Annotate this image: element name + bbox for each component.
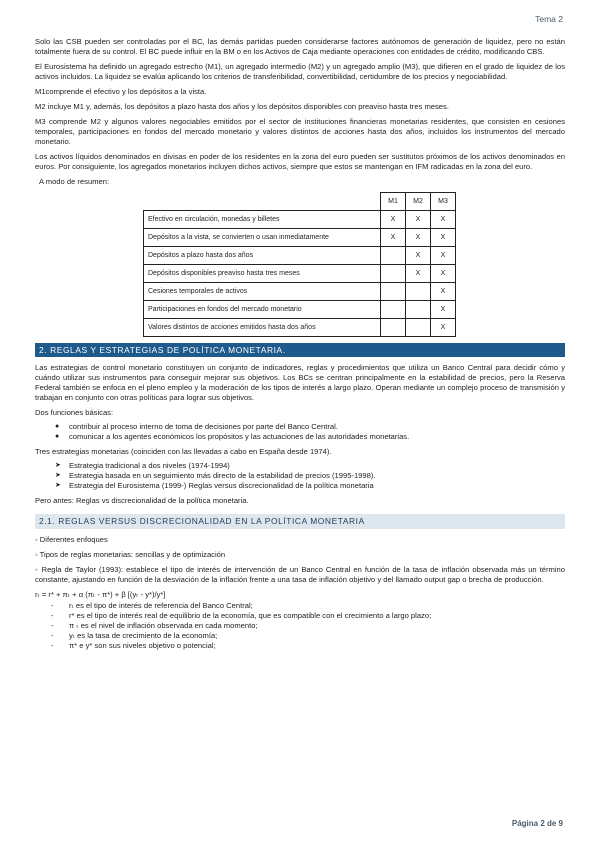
- m3-mark: X: [431, 211, 456, 229]
- row-label: Efectivo en circulación, monedas y billetes: [144, 211, 381, 229]
- table-row: [144, 211, 456, 229]
- m3-mark: X: [431, 319, 456, 337]
- paragraph: M1comprende el efectivo y los depósitos a la vista.: [35, 87, 207, 96]
- list-item: - r* es el tipo de interés real de equilibrio de la economía, que es compatible con el crecimiento a largo plazo;: [51, 611, 432, 620]
- table-corner-cell: [144, 193, 381, 211]
- list-item: ➤ Estrategia del Eurosistema (1999-) Reglas versus discrecionalidad de la política monetaria: [55, 481, 374, 490]
- paragraph: Las estrategias de control monetario constituyen un conjunto de indicadores, reglas y procedimientos que utiliza un Banco Central para decidir cómo y cuándo utilizar sus instrumentos para conseguir mejorar sus objetivos. Los BCs se centran principalmente en la estabilidad de precios, pero la Reserva Federal también se enfoca en el pleno empleo y la moderación de los tipos de interés a largo plazo. Operan mediante un complejo proceso de transmisión y trabajan en conjunto con otras políticas para lograr sus objetivos.: [35, 363, 565, 402]
- m2-mark: [406, 283, 431, 301]
- m2-mark: [406, 301, 431, 319]
- paragraph: M3 comprende M2 y algunos valores negociables emitidos por el sector de instituciones financieras monetarias residentes, que consisten en cesiones temporales, participaciones en fondos del mercado monetario y valores distintos de acciones hasta dos años, incluidos los instrumentos del mercado monetario.: [35, 117, 565, 146]
- list-item: ● contribuir al proceso interno de toma de decisiones por parte del Banco Central.: [55, 422, 338, 431]
- m3-mark: X: [431, 301, 456, 319]
- page-content: [35, 37, 565, 651]
- monetary-aggregates-table: [143, 192, 456, 337]
- table-row: [144, 319, 456, 337]
- column-header-m3: M3: [431, 193, 456, 211]
- paragraph: ◦ Regla de Taylor (1993): establece el tipo de interés de intervención de un Banco Central en función de la tasa de inflación observada más un término constante, ajustando en función de la desviación de la inflación frente a una tasa de inflación objetivo y del llamado output gap o brecha de producción.: [35, 565, 565, 584]
- paragraph: Pero antes: Reglas vs discrecionalidad de la política monetaria.: [35, 496, 249, 505]
- table-row: [144, 301, 456, 319]
- estrategias-title: Tres estrategias monetarias (coinciden con las llevadas a cabo en España desde 1974).: [35, 447, 332, 456]
- table-row: [144, 247, 456, 265]
- table-row: [144, 265, 456, 283]
- arrow-icon: ➤: [55, 462, 61, 469]
- m3-mark: X: [431, 247, 456, 265]
- section-heading: 2. REGLAS Y ESTRATEGIAS DE POLÍTICA MONETARIA.: [35, 343, 565, 357]
- arrow-icon: ➤: [55, 472, 61, 479]
- row-label: Valores distintos de acciones emitidos hasta dos años: [144, 319, 381, 337]
- page-header-tema: Tema 2: [535, 14, 563, 24]
- m3-mark: X: [431, 229, 456, 247]
- taylor-formula: rₜ = r* + πₜ + α (πₜ - π*) + β [(yₜ - y*)/y*]: [35, 590, 166, 599]
- paragraph: ◦ Diferentes enfoques: [35, 535, 108, 544]
- table-row: [144, 229, 456, 247]
- row-label: Participaciones en fondos del mercado monetario: [144, 301, 381, 319]
- resumen-label: A modo de resumen:: [39, 177, 110, 186]
- table-header-row: [144, 193, 456, 211]
- m1-mark: X: [381, 211, 406, 229]
- m2-mark: X: [406, 265, 431, 283]
- m1-mark: [381, 319, 406, 337]
- bullet-icon: ●: [55, 423, 60, 430]
- list-item: ● comunicar a los agentes económicos los propósitos y las actuaciones de las autoridades monetarias.: [55, 432, 410, 441]
- list-item: ➤ Estrategia basada en un seguimiento más directo de la estabilidad de precios (1995-1998).: [55, 471, 376, 480]
- definitions-list: [35, 601, 565, 651]
- row-label: Depósitos disponibles preaviso hasta tres meses: [144, 265, 381, 283]
- list-item: - yₜ es la tasa de crecimiento de la economía;: [51, 631, 218, 640]
- table-row: [144, 283, 456, 301]
- estrategias-list: [35, 461, 565, 491]
- paragraph: Los activos líquidos denominados en divisas en poder de los residentes en la zona del euro pueden ser sustitutos próximos de los activos denominados en euros. Por consiguiente, los agregados monetarios incluyen dichos activos, siempre que estos se mantengan en IFM radicadas en la zona del euro.: [35, 152, 565, 171]
- m2-mark: X: [406, 211, 431, 229]
- m2-mark: X: [406, 247, 431, 265]
- m1-mark: [381, 247, 406, 265]
- m1-mark: X: [381, 229, 406, 247]
- funciones-list: [35, 422, 565, 442]
- column-header-m1: M1: [381, 193, 406, 211]
- m1-mark: [381, 301, 406, 319]
- list-item: - π* e y* son sus niveles objetivo o potencial;: [51, 641, 216, 650]
- paragraph: Solo las CSB pueden ser controladas por el BC, las demás partidas pueden considerarse factores autónomos de generación de liquidez, pero no están totalmente fuera de su control. El BC puede influir en la BM o en los Activos de Caja mediante operaciones con entidades de crédito, modificando CBS.: [35, 37, 565, 56]
- row-label: Depósitos a la vista, se convierten o usan inmediatamente: [144, 229, 381, 247]
- subsection-heading: 2.1. REGLAS VERSUS DISCRECIONALIDAD EN LA POLÍTICA MONETARIA: [35, 514, 565, 529]
- m1-mark: [381, 265, 406, 283]
- funciones-title: Dos funciones básicas:: [35, 408, 114, 417]
- bullet-icon: ●: [55, 433, 60, 440]
- m2-mark: [406, 319, 431, 337]
- m1-mark: [381, 283, 406, 301]
- row-label: Depósitos a plazo hasta dos años: [144, 247, 381, 265]
- m3-mark: X: [431, 283, 456, 301]
- arrow-icon: ➤: [55, 482, 61, 489]
- paragraph: ◦ Tipos de reglas monetarias: sencillas y de optimización: [35, 550, 226, 559]
- paragraph: M2 incluye M1 y, además, los depósitos a plazo hasta dos años y los depósitos disponibles con preaviso hasta tres meses.: [35, 102, 449, 111]
- row-label: Cesiones temporales de activos: [144, 283, 381, 301]
- column-header-m2: M2: [406, 193, 431, 211]
- list-item: - π ₜ es el nivel de inflación observada en cada momento;: [51, 621, 258, 630]
- page-footer-number: Página 2 de 9: [511, 819, 563, 828]
- list-item: ➤ Estrategia tradicional a dos niveles (1974-1994): [55, 461, 230, 470]
- m3-mark: X: [431, 265, 456, 283]
- list-item: - rₜ es el tipo de interés de referencia del Banco Central;: [51, 601, 253, 610]
- m2-mark: X: [406, 229, 431, 247]
- paragraph: El Eurosistema ha definido un agregado estrecho (M1), un agregado intermedio (M2) y un agregado amplio (M3), que difieren en el grado de liquidez de los activos incluidos. La liquidez se evalúa aplicando los criterios de transferibilidad, convertibilidad, certidumbre de los precios y negociabilidad.: [35, 62, 565, 81]
